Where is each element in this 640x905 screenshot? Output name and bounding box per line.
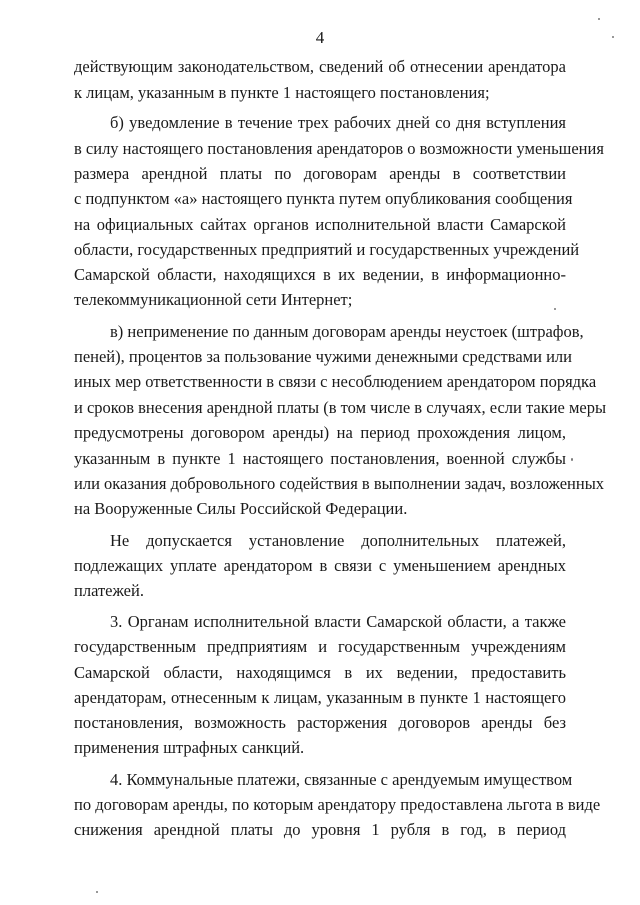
- text-line: подлежащих уплате арендатором в связи с уменьшением арендных: [74, 556, 566, 575]
- text-line: государственным предприятиям и государственным учреждениям: [74, 637, 566, 656]
- text-line: по договорам аренды, по которым арендатору предоставлена льгота в виде: [74, 795, 601, 814]
- text-line: в) неприменение по данным договорам аренды неустоек (штрафов,: [110, 322, 584, 341]
- text-line: предусмотрены договором аренды) на период прохождения лицом,: [74, 423, 566, 442]
- text-line: пеней), процентов за пользование чужими денежными средствами или: [74, 347, 572, 366]
- text-line: применения штрафных санкций.: [74, 738, 305, 757]
- text-line: на официальных сайтах органов исполнительной власти Самарской: [74, 215, 566, 234]
- text-line: постановления, возможность расторжения договоров аренды без: [74, 713, 566, 732]
- text-line: и сроков внесения арендной платы (в том числе в случаях, если такие меры: [74, 398, 607, 417]
- text-line: 3. Органам исполнительной власти Самарской области, а также: [110, 612, 566, 631]
- text-line: арендаторам, отнесенным к лицам, указанным в пункте 1 настоящего: [74, 688, 566, 707]
- text-line: действующим законодательством, сведений об отнесении арендатора: [74, 57, 566, 76]
- scan-speck: [598, 18, 600, 20]
- text-line: к лицам, указанным в пункте 1 настоящего постановления;: [74, 83, 490, 102]
- scan-speck: [612, 36, 614, 38]
- text-line: с подпунктом «а» настоящего пункта путем опубликования сообщения: [74, 189, 573, 208]
- text-line: или оказания добровольного содействия в выполнении задач, возложенных: [74, 474, 605, 493]
- page-number: 4: [315, 28, 325, 47]
- text-line: платежей.: [74, 581, 144, 600]
- text-line: Не допускается установление дополнительных платежей,: [110, 531, 566, 550]
- text-line: иных мер ответственности в связи с несоблюдением арендатором порядка: [74, 372, 597, 391]
- text-line: Самарской области, находящихся в их ведении, в информационно-: [74, 265, 566, 284]
- text-line: 4. Коммунальные платежи, связанные с арендуемым имуществом: [110, 770, 573, 789]
- scan-speck: [554, 308, 556, 310]
- text-line: Самарской области, находящимся в их ведении, предоставить: [74, 663, 566, 682]
- text-line: на Вооруженные Силы Российской Федерации.: [74, 499, 408, 518]
- text-line: в силу настоящего постановления арендаторов о возможности уменьшения: [74, 139, 604, 158]
- text-line: указанным в пункте 1 настоящего постановления, военной службы: [74, 449, 566, 468]
- scan-speck: [96, 891, 98, 893]
- scan-speck: [571, 458, 573, 461]
- text-line: области, государственных предприятий и государственных учреждений: [74, 240, 580, 259]
- text-line: размера арендной платы по договорам аренды в соответствии: [74, 164, 566, 183]
- text-line: телекоммуникационной сети Интернет;: [74, 290, 353, 309]
- text-line: б) уведомление в течение трех рабочих дней со дня вступления: [110, 113, 566, 132]
- text-line: снижения арендной платы до уровня 1 рубля в год, в период: [74, 820, 566, 839]
